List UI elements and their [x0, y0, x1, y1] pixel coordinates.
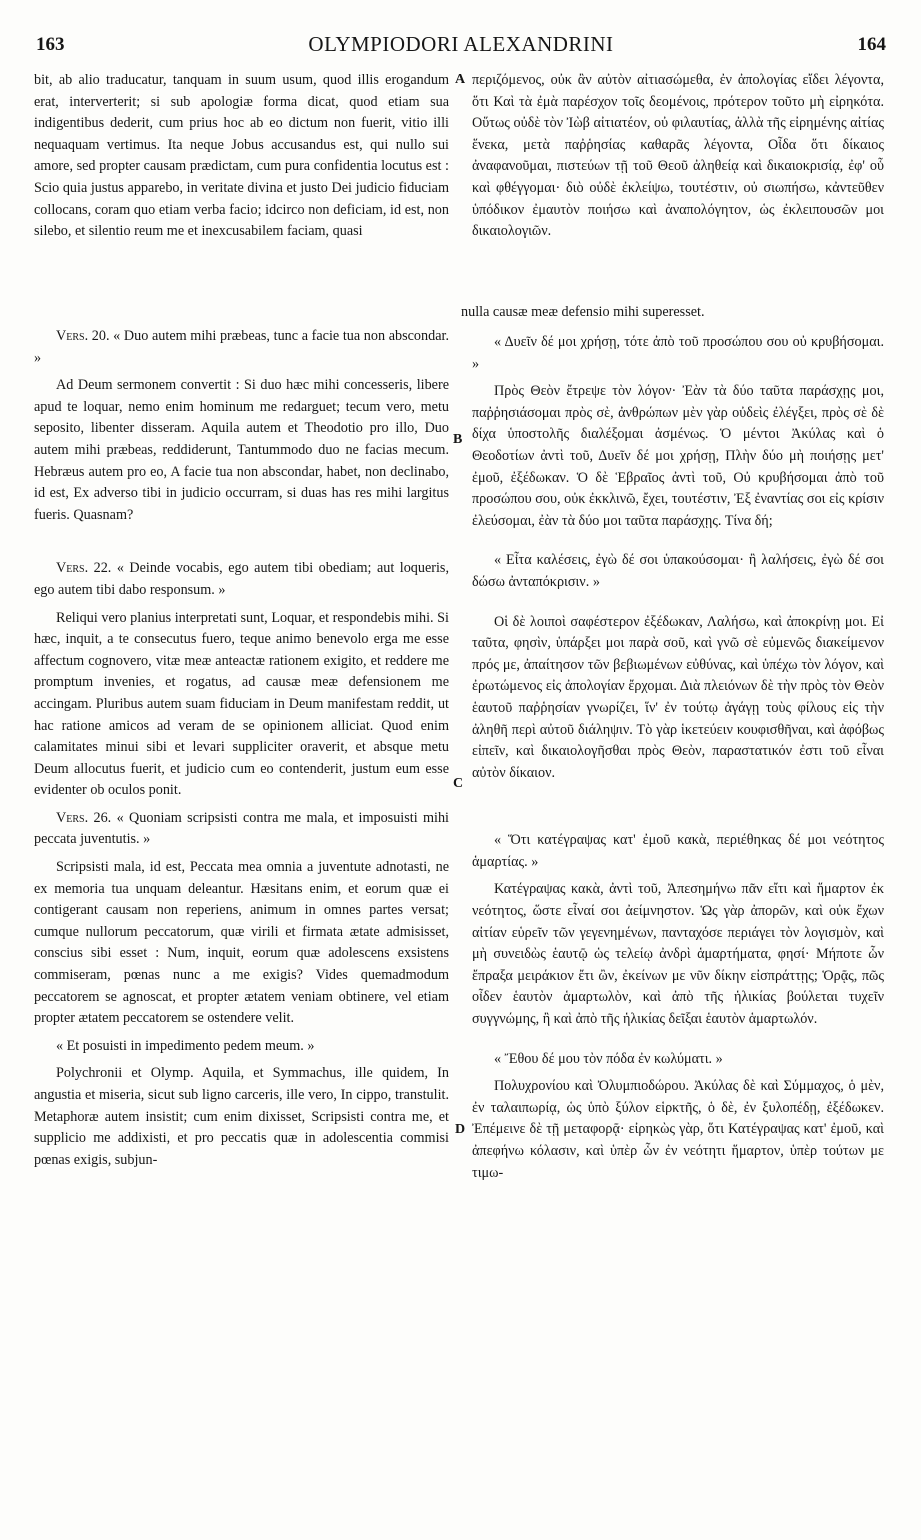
page-header [36, 30, 886, 62]
latin-verse-26 [34, 808, 449, 851]
verse-text-20: « Duo autem mihi præbeas, tunc a facie tua non abscondar. » [34, 328, 450, 366]
greek-verse-20: « Δυεῖν δέ μοι χρήσῃ, τότε ἀπὸ τοῦ προσώπου σου οὐ κρυβήσομαι. » [472, 334, 884, 372]
greek-paragraph-4: Κατέγραψας κακὰ, ἀντὶ τοῦ, Ἀπεσημήνω πᾶν εἴτι καὶ ἥμαρτον ἐκ νεότητος, ὥστε εἶναί σοι ἀείμνηστον. Ὡς γὰρ ἀπορῶν, καὶ οὐκ ἔχων αἰτίαν εὑρεῖν τῶν γεγενημένων, πανταχόσε περιάγει τὸν λογισμὸν, καὶ μὴ συνειδὼς ἑαυτῷ ὡς τελείῳ ἀνδρὶ ἁμαρτήματα, φησί· Μήποτε ὧν ἔπραξα μειράκιον ἔτι ὢν, ἐκείνων με νῦν δίκην εἰσπράττῃς; Ὁρᾷς, πῶς οἶδεν ἑαυτὸν ἁμαρτωλὸν, καὶ ἀπὸ τῆς ἡλικίας βούλεται τυχεῖν συγγνώμης, ἢ καὶ ἀπὸ τῆς ἡλικίας δεῖξαι ἑαυτὸν ἁμαρτωλόν. [472, 881, 884, 1028]
latin-paragraph-3: Reliqui vero planius interpretati sunt, Loquar, et respondebis mihi. Si hæc, inquit, a te consecutus fuero, teque animo benevolo erga me esse affectum cognovero, vitæ meæ anteactæ rationem exigito, et reddere me promptum invenies, et rogatus, ad causæ meæ defensionem me accingam. Pluribus autem suam fiduciam in Deum manifestam reddit, ut hac ratione amicos ad veram de se opinionem alliciat. Quod enim calamitates minui sibi et levari suppliciter oraverit, et absque metu Deum allocutus fuerit, et judicio cum eo contenderit, justum eum esse evidenter ob oculos ponit. [34, 609, 449, 799]
running-title: OLYMPIODORI ALEXANDRINI [308, 32, 614, 56]
greek-paragraph-2: Πρὸς Θεὸν ἔτρεψε τὸν λόγον· Ἐὰν τὰ δύο ταῦτα παράσχῃς μοι, παῤῥησιάσομαι πρὸς σὲ, ἀνθρώπων μὲν γὰρ οὐδεὶς ἐλέγξει, πρὸς σὲ δὲ δίχα ὑποστολῆς διαλέξομαι ἀσμένως. Ὁ μέντοι Ἀκύλας καὶ ὁ Θεοδοτίων ἀντὶ τοῦ, Δυεῖν δέ μοι χρήσῃ, Πλὴν δύο μὴ ποιήσῃς μετ' ἐμοῦ, ἐξέδωκαν. Ὁ δὲ Ἑβραῖος ἀντὶ τοῦ, Οὐ κρυβήσομαι ἀπὸ τοῦ προσώπου σου, οὐκ ἐκκλινῶ, ἔχει, τουτέστιν, Ἐξ ἐναντίας σοι εἰς κρίσιν ἐλεύσομαι, ἐὰν τὰ δύο μοι ταῦτα παράσχῃς. Τίνα δή; [472, 383, 884, 529]
greek-paragraph-5: Πολυχρονίου καὶ Ὀλυμπιοδώρου. Ἀκύλας δὲ καὶ Σύμμαχος, ὁ μὲν, ἐν ταλαιπωρίᾳ, ὡς ὑπὸ ξύλον εἱρκτῆς, ὁ δὲ, ἐν ξυλοπέδῃ, ἐξέδωκεν. Ἐπέμεινε δὲ τῇ μεταφορᾷ· εἰρηκὼς γὰρ, ὅτι Κατέγραψας κατ' ἐμοῦ, καὶ ἀπεφήνω κόλασιν, καὶ ὑπὲρ ὧν ἐν νεότητι ἥμαρτον, ὑπὲρ τούτων με τιμω- [472, 1078, 884, 1181]
greek-verse-26: « Ὅτι κατέγραψας κατ' ἐμοῦ κακὰ, περιέθηκας δέ μοι νεότητος ἁμαρτίας. » [472, 832, 884, 870]
section-marker-c: C [453, 776, 464, 791]
latin-verse-22 [34, 558, 449, 601]
greek-column [472, 70, 884, 1190]
greek-paragraph-3: Οἱ δὲ λοιποὶ σαφέστερον ἐξέδωκαν, Λαλήσω, καὶ ἀποκρίνῃ μοι. Εἰ ταῦτα, φησὶν, ὑπάρξει μοι παρὰ σοῦ, καὶ γνῶ σὲ εὐμενῶς διακείμενον πρός με, ἀπαίτησον τῶν βεβιωμένων εὐθύνας, καὶ ὑπέχω τὸν λόγον, καὶ ἐρωτώμενος εἰς ἀπολογίαν ἔρχομαι. Διὰ πλειόνων δὲ τὴν πρὸς τὸν Θεὸν ἑαυτοῦ παῤῥησίαν γνωρίζει, ἵν' ἐν τούτῳ ἀγάγῃ τοὺς φίλους εἰς τὴν ἀληθῆ περὶ αὐτοῦ διάληψιν. Τὸ γὰρ ἱκετεύειν κουφισθῆναι, καὶ ἀφόβως εἰπεῖν, καὶ δικαιολογῆσθαι πρὸς Θεὸν, παραστατικόν ἐστι τοῦ εἶναι αὐτὸν δίκαιον. [472, 613, 884, 781]
latin-spill-line: nulla causæ meæ defensio mihi superesset. [461, 304, 705, 320]
latin-verse-20 [34, 326, 449, 369]
section-marker-d: D [455, 1122, 466, 1137]
page-number-right: 164 [857, 34, 886, 55]
section-marker-a: A [455, 72, 466, 87]
section-marker-b: B [453, 432, 463, 447]
verse-label-26: Vers. 26. [56, 809, 112, 826]
latin-column [34, 70, 449, 1177]
greek-verse-27: « Ἔθου δέ μου τὸν πόδα ἐν κωλύματι. » [494, 1050, 723, 1067]
greek-paragraph-1: περιζόμενος, οὐκ ἂν αὐτὸν αἰτιασώμεθα, ἐν ἀπολογίας εἴδει λέγοντα, ὅτι Καὶ τὰ ἐμὰ παρέσχον τοῖς δεομένοις, πρότερον τοῦτο μὴ εἰρηκότα. Οὕτως οὐδὲ τὸν Ἰὼβ αἰτιατέον, οὐ φιλαυτίας, ἀλλὰ τῆς εἰρημένης αἰτίας ἕνεκα, μετὰ παῤῥησίας καθαρᾶς λέγοντα, Οἶδα ὅτι δίκαιος ἀναφανοῦμαι, πιστεύων τῇ τοῦ Θεοῦ ἀληθείᾳ καὶ δικαιοκρισίᾳ, ἐφ' οὗ καὶ φθέγγομαι· διὸ οὐδὲ ἐκλείψω, τουτέστιν, οὐ σιωπήσω, κἀντεῦθεν ὑπόδικον ἐμαυτὸν ποιήσω καὶ ἀναπολόγητον, ὡς ἐκλειπουσῶν μοι δικαιολογιῶν. [472, 72, 884, 240]
verse-text-26: « Quoniam scripsisti contra me mala, et imposuisti mihi peccata juventutis. » [34, 809, 449, 848]
latin-paragraph-5: Polychronii et Olymp. Aquila, et Symmachus, ille quidem, In angustia et miseria, sicut sub ligno carceris, ille vero, In cippo, transtulit. Metaphoræ autem insistit; cum enim dixisset, Scripsisti contra me, et supplicio me addixisti, et pro peccatis quæ in adolescentia commisi pœnas exigis, subjun- [34, 1065, 449, 1168]
latin-paragraph-1: bit, ab alio traducatur, tanquam in suum usum, quod illis erogandum erat, interverterit; si sub apologiæ forma dicat, quod etiam sua indigentibus dederit, cum prius hoc ab eo dictum non fuerit, vitio illi nequaquam vertimus. Ita neque Jobus accusandus est, qui nullo sui amore, sed propter causam prædictam, cum pura confidentia locutus est : Scio quia justus apparebo, in veritate divina et justo Dei judicio fiduciam collocans, coram quo etiam verba facio; idcirco non deficiam, id est, non silebo, et silentio reum me et inexcusabilem faciam, quasi [34, 72, 449, 240]
verse-label-20: Vers. 20. [56, 328, 110, 344]
latin-verse-27: « Et posuisti in impedimento pedem meum. » [56, 1037, 315, 1054]
greek-verse-22: « Εἶτα καλέσεις, ἐγὼ δέ σοι ὑπακούσομαι· ἢ λαλήσεις, ἐγὼ δέ σοι δώσω ἀνταπόκρισιν. » [472, 552, 884, 590]
latin-paragraph-4: Scripsisti mala, id est, Peccata mea omnia a juventute adnotasti, ne ex memoria tua unquam deleantur. Hæsitans enim, et eorum quæ ei contigerant causam non reperiens, animum in omnes partes versat; cumque nullorum peccatorum, quæ virili et firmata ætate admisisset, conscius sibi esset : Num, inquit, eorum quæ adolescens exsistens commiseram, pœnas nunc a me exigis? Vides quemadmodum peccatorem se agnoscat, et propter ætatem veniam obtinere, vel etiam propter ætatem peccatorem se ostendere velit. [34, 859, 449, 1027]
latin-paragraph-2: Ad Deum sermonem convertit : Si duo hæc mihi concesseris, libere apud te loquar, nemo enim hominum me redarguet; tecum vero, metu seposito, libenter disseram. Aquila autem et Theodotio pro illo, Duo autem mihi præbeas, reddiderunt, Tantummodo duo ne facias mecum. Hebræus autem pro eo, A facie tua non abscondar, habet, non declinabo, id est, Ex adverso tibi in judicio occurram, si duas has res mihi largitus fueris. Quasnam? [34, 377, 449, 523]
verse-text-22: « Deinde vocabis, ego autem tibi obediam; aut loqueris, ego autem tibi dabo responsum. » [34, 560, 450, 598]
verse-label-22: Vers. 22. [56, 560, 112, 577]
page-number-left: 163 [36, 34, 65, 55]
